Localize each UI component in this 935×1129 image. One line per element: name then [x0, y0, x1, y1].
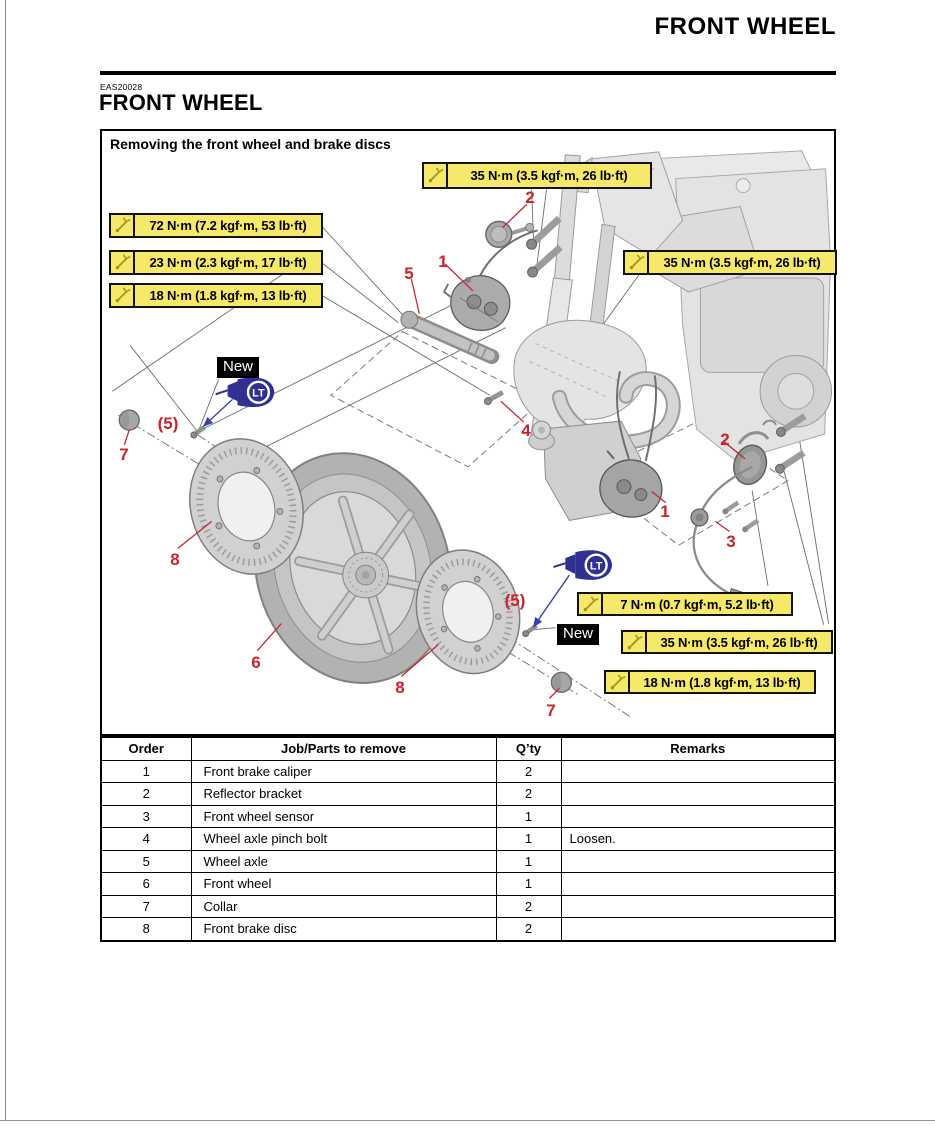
torque-value: 35 N·m (3.5 kgf·m, 26 lb·ft) [660, 634, 818, 650]
cell-remarks [561, 760, 835, 783]
torque-wrench-icon [111, 285, 135, 306]
torque-wrench-icon [424, 164, 448, 187]
torque-label [109, 283, 323, 308]
cell-order: 2 [101, 783, 191, 806]
torque-value: 72 N·m (7.2 kgf·m, 53 lb·ft) [149, 218, 307, 233]
callout-number: 5 [404, 264, 414, 283]
table-row [101, 760, 835, 783]
cell-job: Reflector bracket [191, 783, 496, 806]
cell-job: Collar [191, 895, 496, 918]
cell-qty: 1 [496, 850, 561, 873]
table-row [101, 828, 835, 851]
cell-job: Wheel axle pinch bolt [191, 828, 496, 851]
collar-left-illustration [119, 410, 139, 430]
torque-value: 7 N·m (0.7 kgf·m, 5.2 lb·ft) [620, 596, 774, 612]
cell-order: 7 [101, 895, 191, 918]
collar-right-illustration [551, 672, 571, 692]
exploded-diagram-panel [100, 129, 836, 736]
parts-table [100, 736, 836, 942]
torque-value: 35 N·m (3.5 kgf·m, 26 lb·ft) [470, 168, 628, 183]
col-header-order: Order [101, 737, 191, 760]
cell-job: Front brake disc [191, 918, 496, 941]
cell-order: 1 [101, 760, 191, 783]
new-part-label: New [557, 624, 599, 645]
torque-value: 35 N·m (3.5 kgf·m, 26 lb·ft) [663, 255, 821, 270]
torque-value: 18 N·m (1.8 kgf·m, 13 lb·ft) [149, 288, 307, 303]
torque-wrench-icon [623, 632, 647, 652]
torque-label [621, 630, 833, 654]
torque-wrench-icon [625, 252, 649, 273]
callout-number: 7 [119, 445, 129, 464]
cell-order: 8 [101, 918, 191, 941]
cell-remarks: Loosen. [561, 828, 835, 851]
table-row [101, 850, 835, 873]
callout-number: 4 [521, 421, 531, 440]
cell-order: 3 [101, 805, 191, 828]
table-row [101, 873, 835, 896]
section-title: FRONT WHEEL [99, 90, 263, 115]
table-row [101, 895, 835, 918]
lt-icon-label: LT [252, 387, 265, 400]
callout-number: 1 [438, 252, 448, 271]
cell-qty: 1 [496, 828, 561, 851]
cell-remarks [561, 805, 835, 828]
loctite-icon [216, 377, 275, 407]
lt-icon-label: LT [589, 560, 603, 573]
torque-label [109, 250, 323, 275]
callout-number: 3 [726, 532, 736, 551]
table-header-row [101, 737, 835, 760]
col-header-remarks: Remarks [561, 737, 835, 760]
cell-qty: 2 [496, 918, 561, 941]
cell-qty: 2 [496, 760, 561, 783]
torque-label [422, 162, 652, 189]
callout-number: 2 [525, 188, 535, 207]
cell-job: Wheel axle [191, 850, 496, 873]
cell-qty: 2 [496, 783, 561, 806]
page-edge-bottom [0, 1120, 935, 1121]
loctite-icon [553, 550, 612, 580]
page-edge-left [5, 0, 6, 1121]
callout-number: 8 [170, 550, 180, 569]
callout-number: 2 [720, 430, 730, 449]
cell-qty: 2 [496, 895, 561, 918]
cell-remarks [561, 873, 835, 896]
torque-label [109, 213, 323, 238]
diagram-title: Removing the front wheel and brake discs [110, 136, 391, 152]
cell-remarks [561, 783, 835, 806]
table-row [101, 805, 835, 828]
cell-job: Front brake caliper [191, 760, 496, 783]
torque-label [604, 670, 816, 694]
table-row [101, 918, 835, 941]
cell-remarks [561, 850, 835, 873]
torque-wrench-icon [111, 252, 135, 273]
torque-label [623, 250, 837, 275]
cell-job: Front wheel [191, 873, 496, 896]
col-header-job: Job/Parts to remove [191, 737, 496, 760]
torque-wrench-icon [579, 594, 603, 614]
callout-number: 6 [251, 653, 261, 672]
cell-qty: 1 [496, 805, 561, 828]
cell-order: 5 [101, 850, 191, 873]
torque-value: 23 N·m (2.3 kgf·m, 17 lb·ft) [149, 255, 307, 270]
new-part-label: New [217, 357, 259, 378]
torque-wrench-icon [111, 215, 135, 236]
cell-order: 4 [101, 828, 191, 851]
callout-number: (5) [157, 414, 179, 433]
doc-code: EAS20028 [100, 82, 143, 92]
torque-value: 18 N·m (1.8 kgf·m, 13 lb·ft) [643, 674, 801, 690]
table-row [101, 783, 835, 806]
running-header: FRONT WHEEL [654, 13, 836, 40]
cell-remarks [561, 918, 835, 941]
callout-number: (5) [504, 591, 526, 610]
callout-number: 1 [660, 502, 670, 521]
header-rule [100, 71, 836, 75]
torque-wrench-icon [606, 672, 630, 692]
callout-number: 7 [546, 701, 556, 720]
cell-qty: 1 [496, 873, 561, 896]
col-header-qty: Q’ty [496, 737, 561, 760]
callout-number: 8 [395, 678, 405, 697]
cell-remarks [561, 895, 835, 918]
cell-job: Front wheel sensor [191, 805, 496, 828]
torque-label [577, 592, 793, 616]
cell-order: 6 [101, 873, 191, 896]
